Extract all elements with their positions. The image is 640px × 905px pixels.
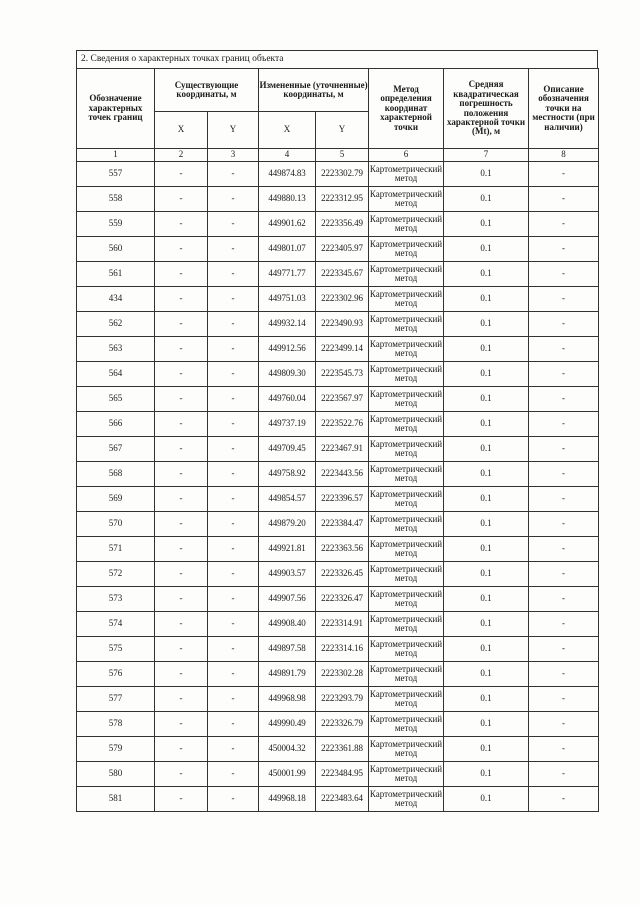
description: -	[529, 187, 599, 212]
point-id: 572	[77, 562, 155, 587]
table-row	[77, 187, 599, 212]
header-existing-coordinates: Существующие координаты, м	[155, 69, 259, 112]
method: Картометрический метод	[369, 537, 444, 562]
table-row	[77, 387, 599, 412]
method: Картометрический метод	[369, 687, 444, 712]
error-value: 0.1	[444, 687, 529, 712]
description: -	[529, 562, 599, 587]
changed-x: 449891.79	[259, 662, 316, 687]
point-id: 434	[77, 287, 155, 312]
error-value: 0.1	[444, 787, 529, 812]
existing-x: -	[155, 162, 208, 187]
error-value: 0.1	[444, 237, 529, 262]
header-changed-coordinates: Измененные (уточненные) координаты, м	[259, 69, 369, 112]
existing-x: -	[155, 287, 208, 312]
existing-y: -	[208, 337, 259, 362]
changed-x: 450001.99	[259, 762, 316, 787]
point-id: 579	[77, 737, 155, 762]
method: Картометрический метод	[369, 262, 444, 287]
existing-x: -	[155, 662, 208, 687]
header-changed-x: X	[259, 112, 316, 149]
existing-y: -	[208, 737, 259, 762]
method: Картометрический метод	[369, 437, 444, 462]
existing-y: -	[208, 662, 259, 687]
point-id: 575	[77, 637, 155, 662]
changed-x: 449901.62	[259, 212, 316, 237]
description: -	[529, 437, 599, 462]
method: Картометрический метод	[369, 562, 444, 587]
changed-y: 2223545.73	[316, 362, 369, 387]
changed-y: 2223314.16	[316, 637, 369, 662]
method: Картометрический метод	[369, 187, 444, 212]
existing-y: -	[208, 362, 259, 387]
changed-y: 2223312.95	[316, 187, 369, 212]
existing-y: -	[208, 237, 259, 262]
changed-x: 449880.13	[259, 187, 316, 212]
error-value: 0.1	[444, 662, 529, 687]
point-id: 578	[77, 712, 155, 737]
table-row	[77, 287, 599, 312]
description: -	[529, 762, 599, 787]
description: -	[529, 462, 599, 487]
description: -	[529, 387, 599, 412]
existing-x: -	[155, 712, 208, 737]
changed-y: 2223396.57	[316, 487, 369, 512]
existing-y: -	[208, 562, 259, 587]
table-row	[77, 612, 599, 637]
changed-y: 2223314.91	[316, 612, 369, 637]
existing-x: -	[155, 387, 208, 412]
method: Картометрический метод	[369, 287, 444, 312]
existing-x: -	[155, 612, 208, 637]
changed-y: 2223345.67	[316, 262, 369, 287]
existing-x: -	[155, 312, 208, 337]
header-existing-y: Y	[208, 112, 259, 149]
point-id: 558	[77, 187, 155, 212]
existing-y: -	[208, 387, 259, 412]
table-row	[77, 712, 599, 737]
description: -	[529, 162, 599, 187]
document-page	[76, 50, 598, 812]
table-row	[77, 412, 599, 437]
method: Картометрический метод	[369, 737, 444, 762]
changed-x: 449907.56	[259, 587, 316, 612]
table-row	[77, 437, 599, 462]
description: -	[529, 312, 599, 337]
changed-y: 2223405.97	[316, 237, 369, 262]
column-number: 3	[208, 149, 259, 162]
table-row	[77, 762, 599, 787]
table-row	[77, 312, 599, 337]
existing-y: -	[208, 262, 259, 287]
table-row	[77, 537, 599, 562]
description: -	[529, 487, 599, 512]
description: -	[529, 612, 599, 637]
changed-y: 2223484.95	[316, 762, 369, 787]
point-id: 564	[77, 362, 155, 387]
error-value: 0.1	[444, 287, 529, 312]
changed-y: 2223384.47	[316, 512, 369, 537]
existing-x: -	[155, 212, 208, 237]
header-point-designation: Обозначение характерных точек границ	[77, 69, 155, 149]
method: Картометрический метод	[369, 512, 444, 537]
changed-x: 449908.40	[259, 612, 316, 637]
table-row	[77, 687, 599, 712]
method: Картометрический метод	[369, 637, 444, 662]
description: -	[529, 587, 599, 612]
column-number: 5	[316, 149, 369, 162]
existing-x: -	[155, 362, 208, 387]
description: -	[529, 337, 599, 362]
point-id: 569	[77, 487, 155, 512]
header-description: Описание обозначения точки на местности (при наличии)	[529, 69, 599, 149]
table-row	[77, 462, 599, 487]
header-changed-y: Y	[316, 112, 369, 149]
table-row	[77, 512, 599, 537]
error-value: 0.1	[444, 312, 529, 337]
point-id: 562	[77, 312, 155, 337]
changed-x: 449897.58	[259, 637, 316, 662]
point-id: 574	[77, 612, 155, 637]
table-row	[77, 637, 599, 662]
header-error: Средняя квадратическая погрешность положения характерной точки (Mt), м	[444, 69, 529, 149]
section-title: 2. Сведения о характерных точках границ объекта	[76, 50, 598, 68]
description: -	[529, 737, 599, 762]
error-value: 0.1	[444, 362, 529, 387]
error-value: 0.1	[444, 712, 529, 737]
existing-x: -	[155, 737, 208, 762]
column-number: 6	[369, 149, 444, 162]
table-row	[77, 262, 599, 287]
changed-y: 2223522.76	[316, 412, 369, 437]
method: Картометрический метод	[369, 162, 444, 187]
description: -	[529, 412, 599, 437]
changed-y: 2223302.28	[316, 662, 369, 687]
changed-x: 449932.14	[259, 312, 316, 337]
column-number-row	[77, 149, 599, 162]
column-number: 1	[77, 149, 155, 162]
existing-x: -	[155, 412, 208, 437]
existing-y: -	[208, 312, 259, 337]
changed-y: 2223490.93	[316, 312, 369, 337]
method: Картометрический метод	[369, 712, 444, 737]
existing-x: -	[155, 187, 208, 212]
method: Картометрический метод	[369, 362, 444, 387]
point-id: 581	[77, 787, 155, 812]
changed-y: 2223567.97	[316, 387, 369, 412]
changed-y: 2223361.88	[316, 737, 369, 762]
existing-x: -	[155, 562, 208, 587]
changed-y: 2223293.79	[316, 687, 369, 712]
changed-x: 450004.32	[259, 737, 316, 762]
error-value: 0.1	[444, 437, 529, 462]
description: -	[529, 787, 599, 812]
table-row	[77, 362, 599, 387]
existing-y: -	[208, 187, 259, 212]
point-id: 565	[77, 387, 155, 412]
existing-y: -	[208, 487, 259, 512]
error-value: 0.1	[444, 587, 529, 612]
existing-x: -	[155, 237, 208, 262]
table-row	[77, 662, 599, 687]
table-row	[77, 562, 599, 587]
error-value: 0.1	[444, 762, 529, 787]
table-row	[77, 337, 599, 362]
method: Картометрический метод	[369, 312, 444, 337]
header-existing-x: X	[155, 112, 208, 149]
existing-x: -	[155, 637, 208, 662]
changed-x: 449968.18	[259, 787, 316, 812]
table-row	[77, 162, 599, 187]
method: Картометрический метод	[369, 587, 444, 612]
existing-y: -	[208, 287, 259, 312]
method: Картометрический метод	[369, 487, 444, 512]
column-number: 8	[529, 149, 599, 162]
existing-y: -	[208, 537, 259, 562]
method: Картометрический метод	[369, 212, 444, 237]
changed-x: 449751.03	[259, 287, 316, 312]
existing-x: -	[155, 762, 208, 787]
column-number: 2	[155, 149, 208, 162]
description: -	[529, 237, 599, 262]
description: -	[529, 212, 599, 237]
description: -	[529, 287, 599, 312]
changed-x: 449760.04	[259, 387, 316, 412]
changed-x: 449709.45	[259, 437, 316, 462]
table-row	[77, 237, 599, 262]
changed-y: 2223302.79	[316, 162, 369, 187]
description: -	[529, 262, 599, 287]
error-value: 0.1	[444, 612, 529, 637]
changed-x: 449990.49	[259, 712, 316, 737]
changed-y: 2223302.96	[316, 287, 369, 312]
changed-x: 449874.83	[259, 162, 316, 187]
changed-y: 2223363.56	[316, 537, 369, 562]
existing-x: -	[155, 487, 208, 512]
existing-x: -	[155, 262, 208, 287]
column-number: 4	[259, 149, 316, 162]
error-value: 0.1	[444, 487, 529, 512]
changed-x: 449903.57	[259, 562, 316, 587]
error-value: 0.1	[444, 412, 529, 437]
method: Картометрический метод	[369, 387, 444, 412]
changed-y: 2223326.47	[316, 587, 369, 612]
method: Картометрический метод	[369, 762, 444, 787]
existing-y: -	[208, 462, 259, 487]
table-body	[77, 162, 599, 812]
description: -	[529, 687, 599, 712]
existing-y: -	[208, 787, 259, 812]
existing-x: -	[155, 462, 208, 487]
existing-y: -	[208, 212, 259, 237]
description: -	[529, 537, 599, 562]
point-id: 561	[77, 262, 155, 287]
method: Картометрический метод	[369, 337, 444, 362]
column-number: 7	[444, 149, 529, 162]
error-value: 0.1	[444, 537, 529, 562]
point-id: 573	[77, 587, 155, 612]
changed-y: 2223326.79	[316, 712, 369, 737]
existing-x: -	[155, 337, 208, 362]
description: -	[529, 362, 599, 387]
error-value: 0.1	[444, 562, 529, 587]
point-id: 580	[77, 762, 155, 787]
changed-y: 2223443.56	[316, 462, 369, 487]
point-id: 559	[77, 212, 155, 237]
existing-y: -	[208, 712, 259, 737]
error-value: 0.1	[444, 212, 529, 237]
description: -	[529, 712, 599, 737]
existing-y: -	[208, 412, 259, 437]
point-id: 557	[77, 162, 155, 187]
error-value: 0.1	[444, 187, 529, 212]
table-row	[77, 787, 599, 812]
existing-y: -	[208, 612, 259, 637]
description: -	[529, 637, 599, 662]
existing-y: -	[208, 587, 259, 612]
existing-x: -	[155, 437, 208, 462]
changed-x: 449801.07	[259, 237, 316, 262]
changed-x: 449912.56	[259, 337, 316, 362]
error-value: 0.1	[444, 737, 529, 762]
method: Картометрический метод	[369, 612, 444, 637]
table-row	[77, 737, 599, 762]
method: Картометрический метод	[369, 787, 444, 812]
error-value: 0.1	[444, 387, 529, 412]
existing-x: -	[155, 687, 208, 712]
existing-x: -	[155, 787, 208, 812]
changed-x: 449737.19	[259, 412, 316, 437]
changed-x: 449854.57	[259, 487, 316, 512]
changed-y: 2223499.14	[316, 337, 369, 362]
point-id: 570	[77, 512, 155, 537]
changed-y: 2223483.64	[316, 787, 369, 812]
changed-x: 449809.30	[259, 362, 316, 387]
table-row	[77, 587, 599, 612]
changed-x: 449771.77	[259, 262, 316, 287]
point-id: 560	[77, 237, 155, 262]
changed-y: 2223326.45	[316, 562, 369, 587]
method: Картометрический метод	[369, 237, 444, 262]
point-id: 571	[77, 537, 155, 562]
changed-x: 449758.92	[259, 462, 316, 487]
error-value: 0.1	[444, 637, 529, 662]
error-value: 0.1	[444, 262, 529, 287]
error-value: 0.1	[444, 512, 529, 537]
existing-y: -	[208, 762, 259, 787]
description: -	[529, 512, 599, 537]
point-id: 568	[77, 462, 155, 487]
existing-y: -	[208, 637, 259, 662]
method: Картометрический метод	[369, 462, 444, 487]
changed-y: 2223467.91	[316, 437, 369, 462]
description: -	[529, 662, 599, 687]
existing-y: -	[208, 512, 259, 537]
existing-x: -	[155, 512, 208, 537]
existing-x: -	[155, 587, 208, 612]
boundary-points-table	[76, 68, 599, 812]
table-row	[77, 487, 599, 512]
header-method: Метод определения координат характерной точки	[369, 69, 444, 149]
existing-x: -	[155, 537, 208, 562]
existing-y: -	[208, 162, 259, 187]
point-id: 576	[77, 662, 155, 687]
point-id: 563	[77, 337, 155, 362]
changed-x: 449968.98	[259, 687, 316, 712]
existing-y: -	[208, 437, 259, 462]
point-id: 577	[77, 687, 155, 712]
table-row	[77, 212, 599, 237]
point-id: 567	[77, 437, 155, 462]
error-value: 0.1	[444, 337, 529, 362]
error-value: 0.1	[444, 162, 529, 187]
changed-x: 449879.20	[259, 512, 316, 537]
method: Картометрический метод	[369, 662, 444, 687]
method: Картометрический метод	[369, 412, 444, 437]
error-value: 0.1	[444, 462, 529, 487]
existing-y: -	[208, 687, 259, 712]
point-id: 566	[77, 412, 155, 437]
changed-x: 449921.81	[259, 537, 316, 562]
changed-y: 2223356.49	[316, 212, 369, 237]
